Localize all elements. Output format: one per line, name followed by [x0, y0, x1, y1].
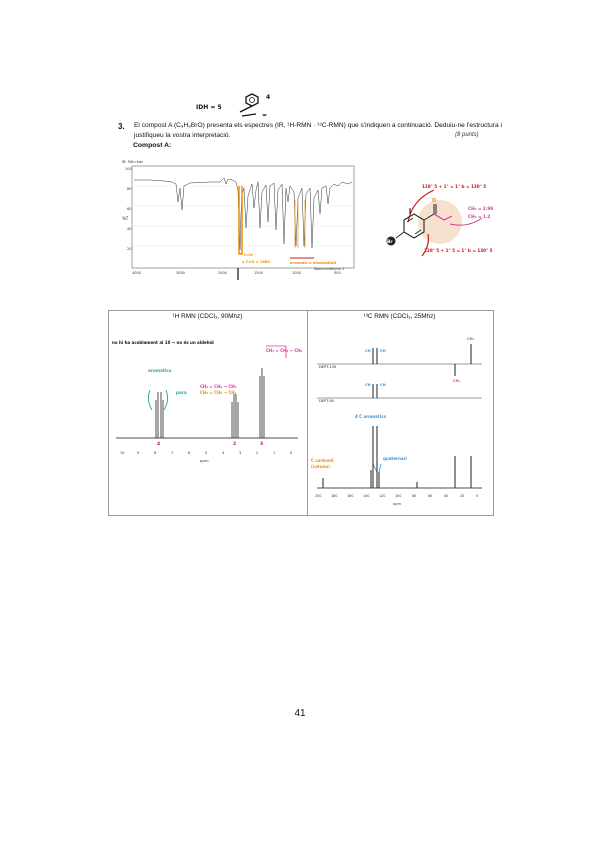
ir-ytick: 100: [125, 167, 132, 171]
h-nmr-x-label: ppm: [200, 458, 209, 463]
h-nmr-xtick: 8: [154, 451, 157, 455]
ir-ann-aromatic: aromatic o disubstituit: [290, 261, 337, 265]
h-nmr-xtick: 4: [222, 451, 225, 455]
c-nmr-xtick: 160: [347, 494, 354, 498]
ir-ytick: 40: [127, 227, 132, 231]
ir-y-title: %T: [122, 216, 129, 221]
structure-ann-pink2: CH₃ = 1.2: [468, 214, 491, 219]
c-nmr-xtick: 180: [331, 494, 338, 498]
ir-ann-co: C=O: [244, 253, 253, 257]
h-nmr-integral: 3: [260, 442, 264, 447]
ir-spectrum: [120, 158, 360, 284]
dept135-ch2-neg: CH₂: [453, 379, 461, 383]
h-nmr-xtick: 9: [137, 451, 140, 455]
h-nmr-ann-ch3: CH₃ = CH₃ → CH₂: [200, 390, 237, 395]
structure-ann-bottom: 128° 5 + 1° 5 = 1° b = 130° 5: [424, 248, 493, 253]
c-ann-carbonyl2: (cetona): [311, 464, 330, 469]
h-nmr-ann-ch2: CH₂ = CH₂ → CH₃: [200, 384, 237, 389]
structure-ann-pink1: CH₂ = 2.98: [468, 206, 494, 211]
c-ann-aromatic: 4 C aromatics: [355, 414, 386, 419]
c-nmr-xtick: 60: [428, 494, 433, 498]
h-nmr-integral: 4: [157, 442, 161, 447]
c-nmr-x-ticks: [315, 494, 478, 498]
ir-xtick: 3000: [176, 271, 185, 275]
c-ann-carbonyl1: C carbonil: [311, 458, 334, 463]
h-nmr-xtick: 6: [188, 451, 191, 455]
page-number: 41: [294, 708, 306, 719]
dept135-ch3: CH₃: [467, 337, 475, 341]
ir-ann-carbonyl: ν C=O = 1680: [242, 260, 270, 264]
h-nmr-ann-para: para: [176, 390, 187, 395]
ir-y-ticks: [125, 167, 132, 251]
ir-x-ticks: [132, 271, 341, 275]
h-nmr-spectrum: [108, 322, 307, 512]
question-points: (8 punts): [455, 132, 479, 138]
h-nmr-integral: 2: [233, 442, 237, 447]
ir-ytick: 60: [127, 207, 132, 211]
c-nmr-xtick: 120: [379, 494, 386, 498]
structure-ann-top: 128° 5 + 1° = 1° b = 130° 5: [422, 184, 487, 189]
c-nmr-xtick: 100: [395, 494, 402, 498]
h-nmr-xtick: 2: [256, 451, 259, 455]
ir-xtick: 2000: [218, 271, 227, 275]
annotation-four: 4: [266, 94, 271, 101]
dept90-ch2: CH: [380, 383, 386, 387]
h-nmr-title: ¹H RMN (CDCl₃, 90Mhz): [172, 313, 243, 320]
c-nmr-xtick: 140: [363, 494, 370, 498]
c-nmr-xtick: 0: [476, 494, 479, 498]
dept90-label: DEPT-90: [319, 399, 334, 403]
compound-label: Compost A:: [133, 142, 172, 149]
degree-unsaturation-note: IDH = 5: [196, 104, 222, 111]
ir-ytick: 80: [127, 187, 132, 191]
ir-xtick: 500: [334, 271, 341, 275]
h-nmr-xtick: 7: [171, 451, 174, 455]
c-nmr-xtick: 80: [412, 494, 417, 498]
dept135-ch2: CH: [380, 349, 386, 353]
dept135-label: DEPT-135: [319, 365, 337, 369]
c-nmr-spectrum: [307, 322, 492, 512]
c-nmr-x-label: ppm: [393, 502, 402, 506]
h-nmr-xtick: 3: [239, 451, 242, 455]
h-nmr-xtick: 0: [290, 451, 293, 455]
h-nmr-peaks: [156, 368, 264, 438]
dept135-ch1: CH: [365, 349, 371, 353]
c-nmr-xtick: 20: [460, 494, 465, 498]
bromine-label: Br: [387, 240, 393, 245]
h-nmr-ann-ch3b: CH₃ = CH₃ → CH₂: [266, 348, 303, 353]
h-nmr-xtick: 1: [273, 451, 276, 455]
c-ann-quaternary: quaternari: [383, 456, 407, 461]
ir-xtick: 1000: [292, 271, 301, 275]
dept90-ch1: CH: [365, 383, 371, 387]
h-nmr-x-ticks: [120, 451, 293, 455]
h-nmr-xtick: 10: [120, 451, 125, 455]
question-text: El compost A (C₉H₉BrO) presenta els espectres (IR, ¹H-RMN · ¹³C-RMN) que s'indiquen a continuació. Deduiu-ne l'estructura i justifiqueu la vostra interpretació.: [134, 122, 502, 139]
ir-xtick: 4000: [132, 271, 141, 275]
h-nmr-note: no hi ha acoblament al 10 → no és un aldehíd: [112, 340, 214, 345]
ir-ytick: 20: [127, 247, 132, 251]
h-nmr-ann-aromatic: aromatics: [148, 368, 172, 373]
c-nmr-xtick: 200: [315, 494, 322, 498]
annotation-equals: =: [262, 112, 268, 119]
ir-y-header: IR: 50h rhdc: [122, 160, 144, 164]
ir-x-label: Wavenumber/cm-1: [314, 267, 345, 271]
c-nmr-xtick: 40: [444, 494, 449, 498]
c-nmr-title: ¹³C RMN (CDCl₃, 25Mhz): [363, 313, 436, 320]
oxygen-label: O: [432, 198, 437, 204]
question-number: 3.: [118, 122, 125, 131]
structure-sketch: [372, 172, 504, 270]
ir-xtick: 1500: [254, 271, 263, 275]
h-nmr-xtick: 5: [205, 451, 208, 455]
